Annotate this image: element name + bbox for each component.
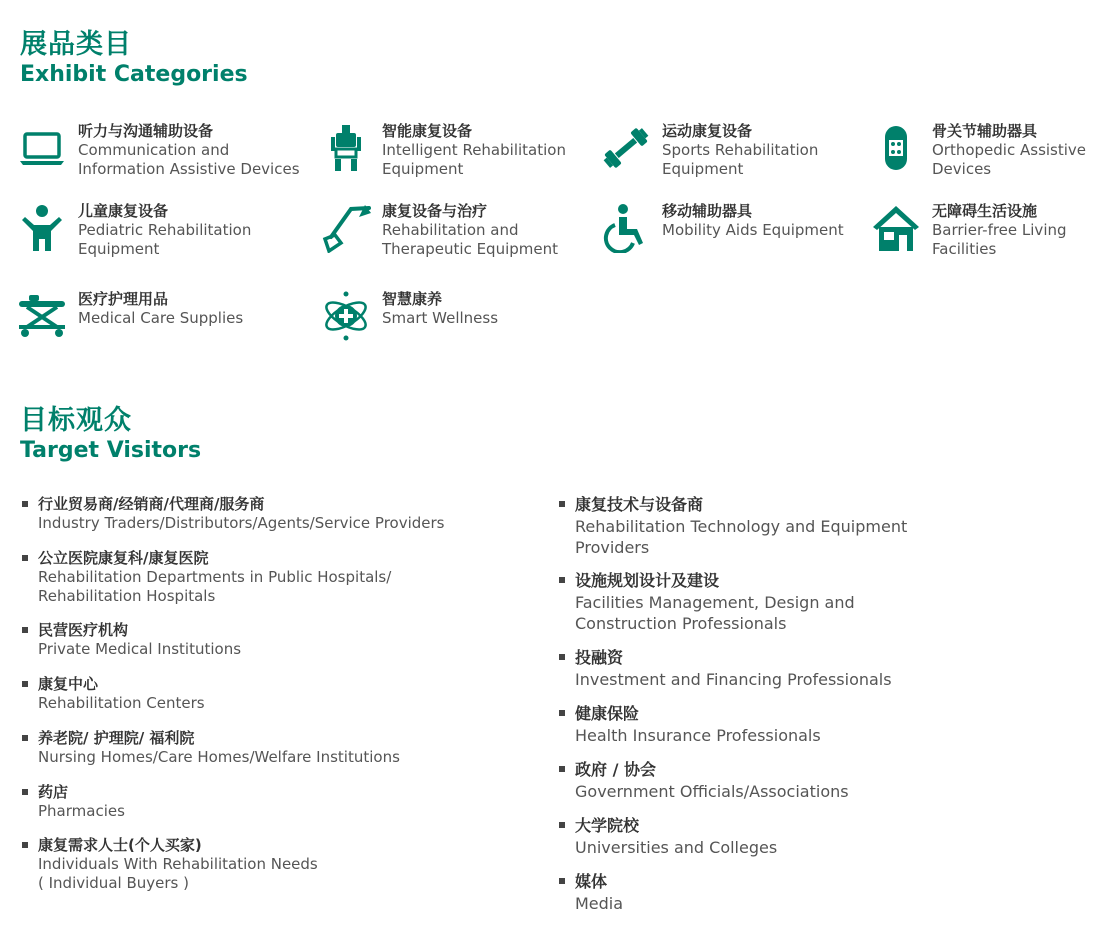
visitor-label-en: Nursing Homes/Care Homes/Welfare Institutions [38, 748, 400, 766]
bullet [559, 878, 565, 884]
bullet [559, 654, 565, 660]
bullet [22, 627, 28, 633]
visitor-label-en: Private Medical Institutions [38, 640, 242, 658]
visitor-label-en: Rehabilitation Centers [38, 694, 205, 712]
category-item [320, 122, 566, 179]
bullet [559, 501, 565, 507]
visitor-item [22, 728, 400, 767]
visitor-label-cn: 行业贸易商/经销商/代理商/服务商 [38, 495, 265, 513]
visitor-label-cn: 康复中心 [38, 675, 99, 693]
bullet [22, 789, 28, 795]
visitor-label-en: Facilities Management, Design and Construction Professionals [575, 593, 855, 633]
category-label-cn: 骨关节辅助器具 [932, 122, 1038, 140]
visitor-label-cn: 公立医院康复科/康复医院 [38, 549, 209, 567]
exhibit-categories-title-cn: 展品类目 [20, 29, 132, 60]
category-item [870, 122, 1086, 179]
visitor-item [22, 620, 241, 659]
visitor-label-cn: 药店 [38, 783, 69, 801]
visitor-label-en: Universities and Colleges [575, 838, 778, 857]
category-label-cn: 无障碍生活设施 [932, 202, 1038, 220]
category-label-en: Barrier-free Living Facilities [932, 221, 1067, 258]
visitor-item [559, 570, 855, 634]
category-item [320, 202, 558, 259]
visitor-label-cn: 民营医疗机构 [38, 621, 129, 639]
visitor-item [559, 871, 623, 914]
visitor-label-en: Rehabilitation Departments in Public Hospitals/ Rehabilitation Hospitals [38, 568, 392, 605]
bandage-icon [870, 122, 922, 174]
category-item [600, 122, 818, 179]
visitor-label-cn: 政府 / 协会 [575, 760, 656, 779]
visitor-label-en: Rehabilitation Technology and Equipment Providers [575, 517, 908, 557]
visitor-item [559, 494, 907, 558]
exhibit-categories-title-en: Exhibit Categories [20, 62, 248, 87]
bullet [559, 822, 565, 828]
category-label-cn: 移动辅助器具 [662, 202, 753, 220]
visitor-label-cn: 大学院校 [575, 816, 640, 835]
visitor-item [559, 759, 849, 802]
smart-health-icon [320, 290, 372, 342]
therapy-lamp-icon [320, 202, 372, 254]
bullet [22, 842, 28, 848]
visitor-item [22, 674, 205, 713]
category-label-cn: 听力与沟通辅助设备 [78, 122, 214, 140]
bullet [22, 681, 28, 687]
category-label-cn: 智能康复设备 [382, 122, 473, 140]
bullet [559, 577, 565, 583]
visitor-label-cn: 养老院/ 护理院/ 福利院 [38, 729, 195, 747]
category-label-en: Communication and Information Assistive Devices [78, 141, 300, 178]
bullet [22, 735, 28, 741]
bullet [22, 555, 28, 561]
category-label-en: Medical Care Supplies [78, 309, 244, 327]
category-label-en: Pediatric Rehabilitation Equipment [78, 221, 252, 258]
visitor-label-en: Individuals With Rehabilitation Needs ( Individual Buyers ) [38, 855, 318, 892]
category-item [320, 290, 498, 342]
visitor-label-en: Industry Traders/Distributors/Agents/Service Providers [38, 514, 445, 532]
category-label-cn: 儿童康复设备 [78, 202, 169, 220]
category-label-en: Smart Wellness [382, 309, 499, 327]
child-icon [16, 202, 68, 254]
category-label-cn: 智慧康养 [382, 290, 443, 308]
category-item [600, 202, 844, 254]
bullet [22, 501, 28, 507]
bullet [559, 710, 565, 716]
category-label-en: Intelligent Rehabilitation Equipment [382, 141, 566, 178]
wheelchair-icon [600, 202, 652, 254]
category-label-cn: 运动康复设备 [662, 122, 753, 140]
visitor-label-cn: 投融资 [575, 648, 624, 667]
target-visitors-title-cn: 目标观众 [20, 405, 132, 436]
visitor-item [559, 647, 892, 690]
category-label-en: Mobility Aids Equipment [662, 221, 844, 239]
visitor-item [22, 835, 318, 893]
category-label-en: Orthopedic Assistive Devices [932, 141, 1087, 178]
target-visitors-title-en: Target Visitors [20, 438, 202, 463]
dumbbell-icon [600, 122, 652, 174]
category-label-en: Rehabilitation and Therapeutic Equipment [382, 221, 559, 258]
bullet [559, 766, 565, 772]
visitor-label-en: Media [575, 894, 624, 913]
category-item [870, 202, 1067, 259]
exoskeleton-icon [320, 122, 372, 174]
visitor-item [559, 815, 777, 858]
visitor-item [22, 494, 445, 533]
visitor-label-cn: 设施规划设计及建设 [575, 571, 720, 590]
visitor-label-cn: 康复技术与设备商 [575, 495, 704, 514]
category-label-cn: 康复设备与治疗 [382, 202, 488, 220]
stretcher-icon [16, 290, 68, 342]
category-item [16, 290, 243, 342]
category-item [16, 202, 251, 259]
laptop-icon [16, 122, 68, 174]
visitor-label-cn: 健康保险 [575, 704, 640, 723]
visitor-item [22, 548, 391, 606]
visitor-label-cn: 康复需求人士(个人买家) [38, 836, 202, 854]
house-icon [870, 202, 922, 254]
visitor-label-en: Government Officials/Associations [575, 782, 849, 801]
visitor-label-cn: 媒体 [575, 872, 608, 891]
visitor-label-en: Health Insurance Professionals [575, 726, 821, 745]
visitor-label-en: Pharmacies [38, 802, 125, 820]
visitor-item [22, 782, 125, 821]
visitor-label-en: Investment and Financing Professionals [575, 670, 892, 689]
category-item [16, 122, 300, 179]
category-label-cn: 医疗护理用品 [78, 290, 169, 308]
visitor-item [559, 703, 821, 746]
category-label-en: Sports Rehabilitation Equipment [662, 141, 819, 178]
